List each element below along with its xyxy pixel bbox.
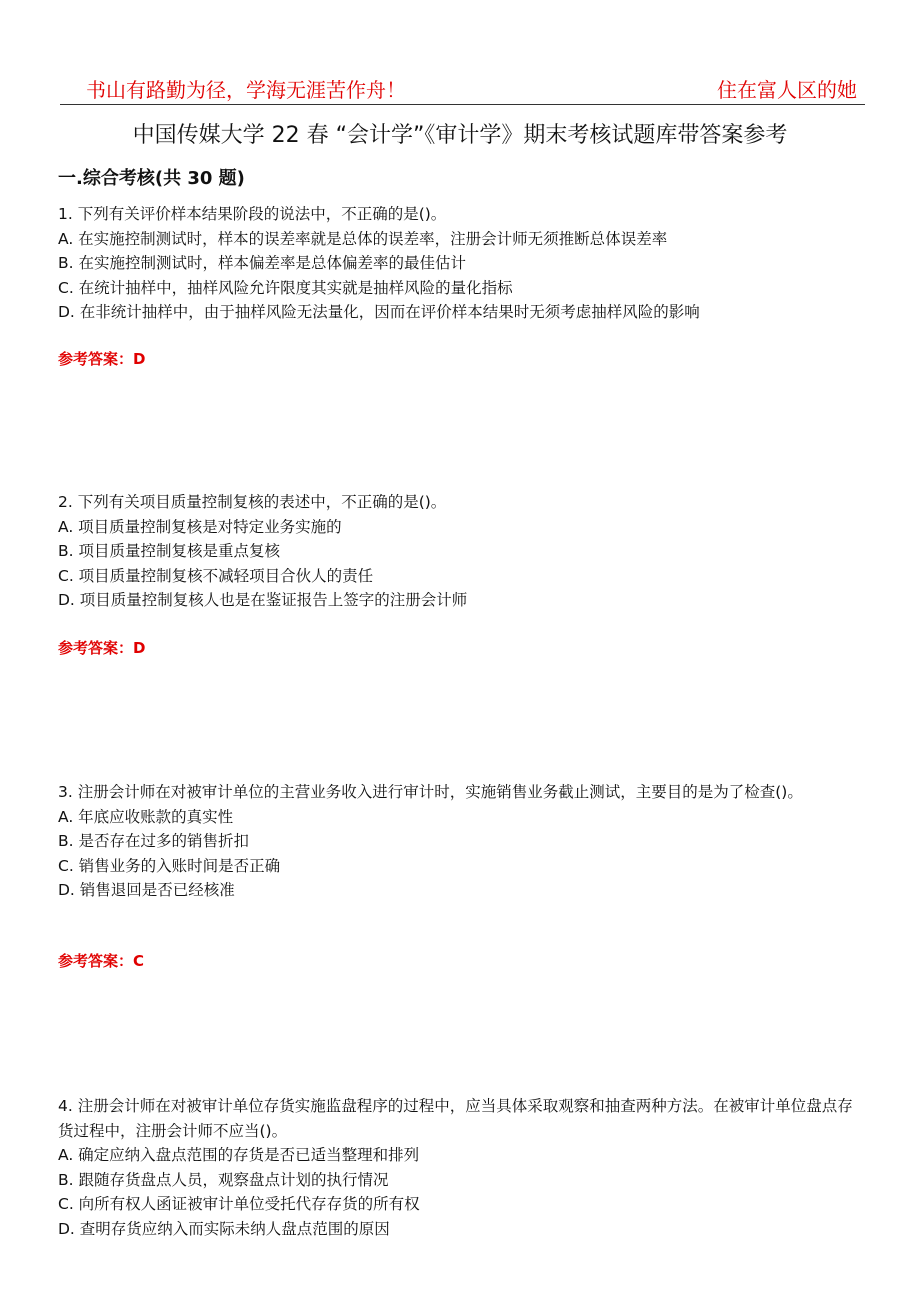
question-1 xyxy=(58,202,868,325)
option-c: C. 项目质量控制复核不减轻项目合伙人的责任 xyxy=(58,566,374,585)
question-stem: 3. 注册会计师在对被审计单位的主营业务收入进行审计时，实施销售业务截止测试，主要目的是为了检查()。 xyxy=(58,783,803,801)
header-slogan-left: 书山有路勤为径，学海无涯苦作舟！ xyxy=(86,78,406,102)
option-a: A. 确定应纳入盘点范围的存货是否已适当整理和排列 xyxy=(58,1146,420,1164)
page-header xyxy=(60,68,865,105)
option-b: B. 项目质量控制复核是重点复核 xyxy=(58,542,280,560)
option-d: D. 查明存货应纳入而实际未纳人盘点范围的原因 xyxy=(58,1219,390,1238)
answer-2: 参考答案：D xyxy=(58,639,146,657)
option-c: C. 向所有权人函证被审计单位受托代存存货的所有权 xyxy=(58,1195,420,1213)
option-a: A. 项目质量控制复核是对特定业务实施的 xyxy=(58,517,342,536)
section-heading: 一.综合考核(共 30 题) xyxy=(58,168,245,189)
option-b: B. 在实施控制测试时，样本偏差率是总体偏差率的最佳估计 xyxy=(58,254,466,272)
question-stem: 2. 下列有关项目质量控制复核的表述中，不正确的是()。 xyxy=(58,493,447,511)
question-4 xyxy=(58,1094,868,1241)
option-c: C. 在统计抽样中，抽样风险允许限度其实就是抽样风险的量化指标 xyxy=(58,278,513,297)
answer-1: 参考答案：D xyxy=(58,350,146,368)
question-2 xyxy=(58,490,868,613)
option-a: A. 年底应收账款的真实性 xyxy=(58,807,234,826)
question-stem: 4. 注册会计师在对被审计单位存货实施监盘程序的过程中，应当具体采取观察和抽查两种方法。在被审计单位盘点存货过程中，注册会计师不应当()。 xyxy=(58,1097,853,1140)
option-c: C. 销售业务的入账时间是否正确 xyxy=(58,856,281,875)
option-d: D. 在非统计抽样中，由于抽样风险无法量化，因而在评价样本结果时无须考虑抽样风险的影响 xyxy=(58,303,700,321)
option-b: B. 是否存在过多的销售折扣 xyxy=(58,832,249,850)
document-title: 中国传媒大学 22 春 “会计学”《审计学》期末考核试题库带答案参考 xyxy=(132,123,788,148)
option-a: A. 在实施控制测试时，样本的误差率就是总体的误差率，注册会计师无须推断总体误差率 xyxy=(58,229,668,248)
question-stem: 1. 下列有关评价样本结果阶段的说法中，不正确的是()。 xyxy=(58,205,447,223)
option-b: B. 跟随存货盘点人员，观察盘点计划的执行情况 xyxy=(58,1170,389,1189)
option-d: D. 销售退回是否已经核准 xyxy=(58,881,235,899)
option-d: D. 项目质量控制复核人也是在鉴证报告上签字的注册会计师 xyxy=(58,591,468,609)
question-3 xyxy=(58,780,868,903)
answer-3: 参考答案：C xyxy=(58,952,145,970)
header-slogan-right: 住在富人区的她 xyxy=(717,78,857,102)
